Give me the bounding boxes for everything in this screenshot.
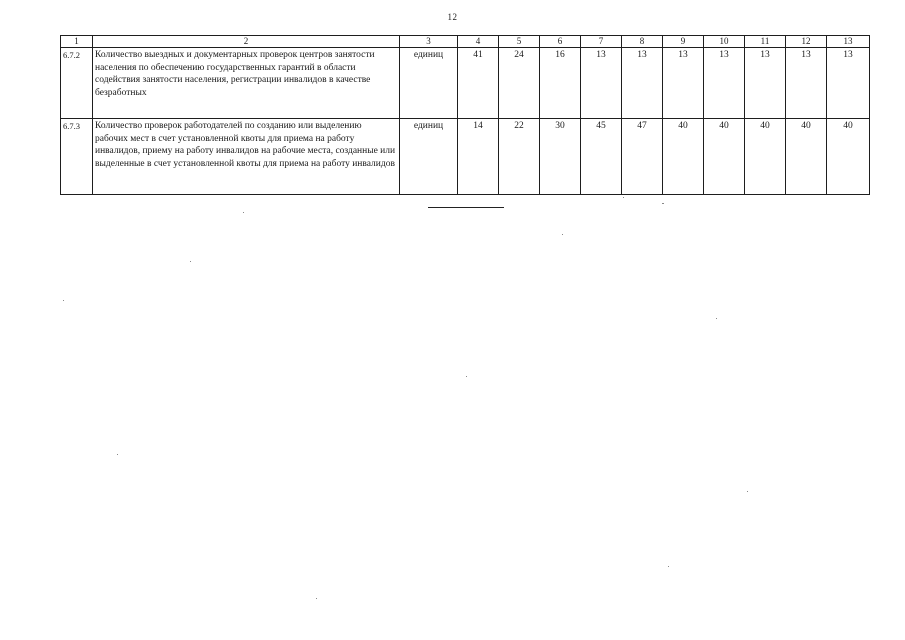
row-number: 6.7.2: [61, 48, 93, 119]
column-number-header: 7: [581, 36, 622, 48]
separator-line: [428, 207, 504, 208]
row-unit: единиц: [400, 119, 458, 195]
row-number: 6.7.3: [61, 119, 93, 195]
page-number: 12: [447, 12, 458, 22]
row-value: 30: [540, 119, 581, 195]
row-value: 47: [622, 119, 663, 195]
row-value: 45: [581, 119, 622, 195]
row-value: 16: [540, 48, 581, 119]
row-value: 22: [499, 119, 540, 195]
column-number-header: 11: [745, 36, 786, 48]
row-value: 13: [745, 48, 786, 119]
scan-speck: [668, 566, 669, 567]
column-number-header: 13: [827, 36, 870, 48]
column-number-header: 6: [540, 36, 581, 48]
row-unit: единиц: [400, 48, 458, 119]
scan-speck: [716, 318, 717, 319]
scan-speck: [662, 203, 664, 204]
column-number-header: 1: [61, 36, 93, 48]
column-number-header: 10: [704, 36, 745, 48]
row-value: 40: [663, 119, 704, 195]
column-number-header: 8: [622, 36, 663, 48]
row-value: 40: [786, 119, 827, 195]
scan-speck: [316, 598, 317, 599]
scan-speck: [190, 261, 191, 262]
row-value: 13: [663, 48, 704, 119]
column-number-header: 4: [458, 36, 499, 48]
scan-speck: [243, 212, 244, 213]
row-value: 13: [827, 48, 870, 119]
table-header-row: [61, 36, 870, 48]
scan-speck: [747, 491, 748, 492]
row-value: 13: [622, 48, 663, 119]
row-value: 13: [581, 48, 622, 119]
column-number-header: 2: [93, 36, 400, 48]
column-number-header: 12: [786, 36, 827, 48]
table-row: [61, 48, 870, 119]
row-value: 14: [458, 119, 499, 195]
row-value: 40: [745, 119, 786, 195]
indicators-table: [60, 35, 870, 195]
scan-speck: [117, 454, 118, 455]
table-row: [61, 119, 870, 195]
scan-speck: [466, 376, 467, 377]
row-value: 40: [704, 119, 745, 195]
scan-speck: [562, 234, 563, 235]
scan-speck: [623, 197, 624, 198]
row-description: Количество проверок работодателей по созданию или выделению рабочих мест в счет установленной квоты для приема на работу инвалидов, приему на работу инвалидов на рабочие места, созданные или выделенные в счет установленной квоты для приема на работу инвалидов: [93, 119, 400, 195]
row-value: 41: [458, 48, 499, 119]
scan-speck: [63, 300, 64, 301]
column-number-header: 3: [400, 36, 458, 48]
row-value: 40: [827, 119, 870, 195]
row-description: Количество выездных и документарных проверок центров занятости населения по обеспечению государственных гарантий в области содействия занятости населения, регистрации инвалидов в качестве безработных: [93, 48, 400, 119]
row-value: 13: [704, 48, 745, 119]
row-value: 24: [499, 48, 540, 119]
row-value: 13: [786, 48, 827, 119]
column-number-header: 5: [499, 36, 540, 48]
column-number-header: 9: [663, 36, 704, 48]
